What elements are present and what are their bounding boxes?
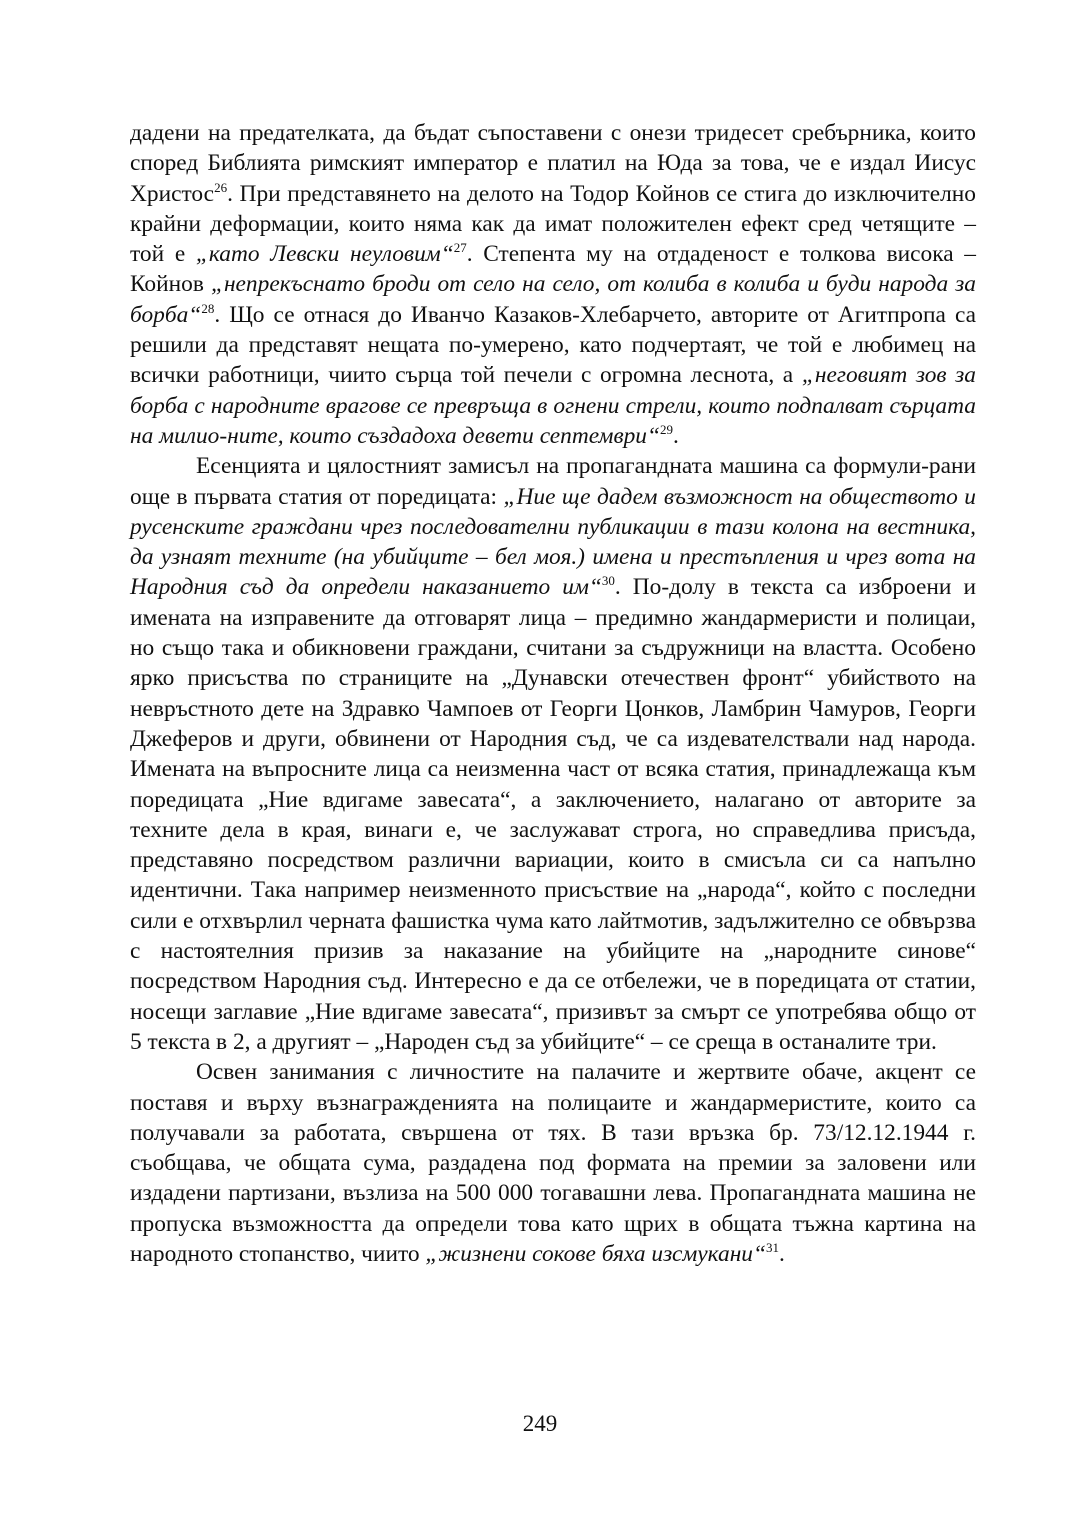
- text-run: дадени на предателката, да бъдат съпоставени с онези тридесет сребърника, които според Библията римският император е платил на Юда за това, че е издал Иисус Христос: [130, 120, 976, 207]
- paragraph-2: [130, 451, 976, 1057]
- text-run: . По-долу в текста са изброени и имената на изправените да отговарят лица – предимно жандармеристи и полицаи, но също така и обикновени граждани, считани за съдружници на властта. Особено ярко присъства по страниците на „Дунавски отечествен фронт“ убийството на невръстното дете на Здравко Чампоев от Георги Цонков, Ламбрин Чамуров, Георги Джеферов и други, обвинени от Народния съд, че са издевателствали над народа. Имената на въпросните лица са неизменна част от всяка статия, принадлежаща към поредицата „Ние вдигаме завесата“, а заключението, налагано от авторите за техните дела в края, винаги е, че заслужават строга, но справедлива присъда, представяно посредством различни вариации, които в смисъла си са напълно идентични. Така например неизменното присъствие на „народа“, който с последни сили е отхвърлил черната фашистка чума като лайтмотив, задължително се обвързва с настоятелния призив за наказание на убийците на „народните синове“ посредством Народния съд. Интересно е да се отбележи, че в поредицата от статии, носещи заглавие „Ние вдигаме завесата“, призивът за смърт се употребява общо от 5 текста в 2, а другият – „Народен съд за убийците“ – се среща в останалите три.: [130, 574, 976, 1055]
- page-number: 249: [522, 1411, 558, 1436]
- italic-quote: „Ние ще дадем възможност на обществото и русенските граждани чрез последователни публикации в тази колона на вестника, да узнаят техните (на убийците – бел моя.) имена и престъпления и чрез вота на Народния съд да определи наказанието им“: [130, 483, 976, 601]
- footnote-ref: 28: [201, 300, 215, 316]
- text-run: Освен занимания с личностите на палачите и жертвите обаче, акцент се поставя и върху възнагражденията на полицаите и жандармеристите, които са получавали за работата, свършена от тях. В тази връзка бр. 73/12.12.1944 г. съобщава, че общата сума, раздадена под формата на премии за заловени или издадени партизани, възлиза на 500 000 тогавашни лева. Пропагандната машина не пропуска възможността да определи това като щрих в общата тъжна картина на народното стопанство, чиито: [130, 1059, 976, 1267]
- italic-quote: „като Левски неуловим“: [195, 241, 454, 268]
- italic-quote: „неговият зов за борба с народните врагове се превръща в огнени стрели, които подпалват сърцата на милио-ните, които създадоха девети септември“: [130, 362, 976, 449]
- text-run: . Степента му на отдаденост е толкова висока – Койнов: [130, 241, 976, 298]
- paragraph-1: [130, 118, 976, 451]
- text-run: .: [673, 422, 679, 449]
- paragraph-3: [130, 1057, 976, 1269]
- footnote-ref: 27: [453, 240, 467, 256]
- text-run: .: [779, 1240, 785, 1267]
- italic-quote: „непрекъснато броди от село на село, от колиба в колиба и буди народа за борба“: [130, 271, 976, 328]
- footnote-ref: 26: [214, 179, 228, 195]
- text-run: . При представянето на делото на Тодор Койнов се стига до изключително крайни деформации, които няма как да имат положителен ефект сред четящите – той е: [130, 180, 976, 268]
- italic-quote: „жизнени сокове бяха изсмукани“: [425, 1240, 767, 1267]
- footnote-ref: 29: [660, 421, 674, 437]
- body-text: [130, 118, 976, 1269]
- text-run: . Що се отнася до Иванчо Казаков-Хлебарчето, авторите от Агитпропа са решили да представят нещата по-умерено, като подчертаят, че той е любимец на всички работници, чиито сърца той печели с огромна леснота, а: [130, 301, 976, 389]
- text-run: Есенцията и цялостният замисъл на пропагандната машина са формули-рани още в първата статия от поредицата:: [130, 453, 976, 510]
- footnote-ref: 31: [766, 1239, 780, 1255]
- footnote-ref: 30: [601, 573, 615, 589]
